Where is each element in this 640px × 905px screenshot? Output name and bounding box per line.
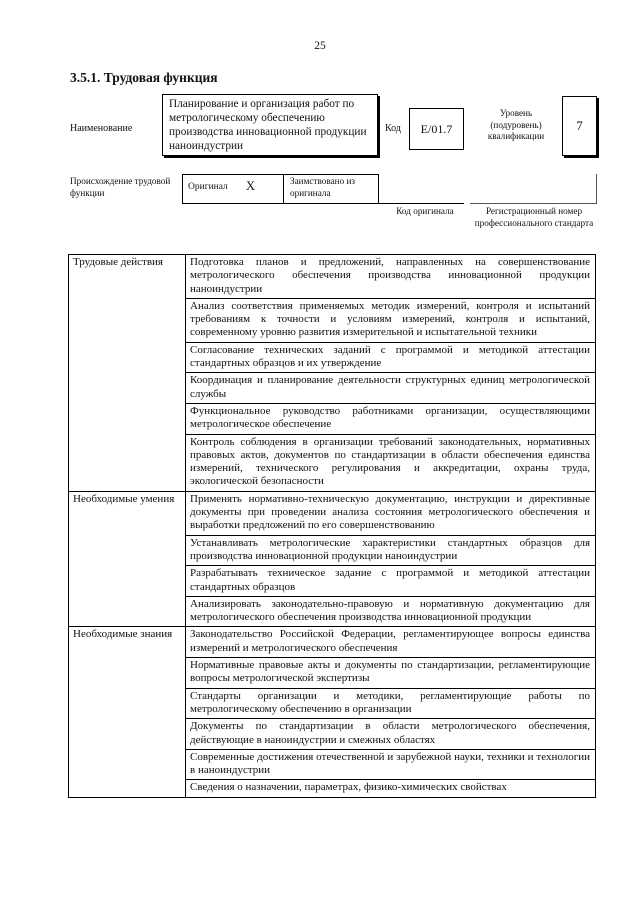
qualification-level-field: 7	[562, 96, 597, 156]
table-cell: Разрабатывать техническое задание с программой и методикой аттестации стандартных образцов	[186, 566, 596, 597]
page-number: 25	[314, 40, 326, 52]
table-cell: Функциональное руководство работниками организации, осуществляющими метрологическое обеспечение	[186, 403, 596, 434]
table-cell: Анализировать законодательно-правовую и нормативную документацию для метрологического обеспечения производства инновационной продукции	[186, 596, 596, 627]
table-cell: Анализ соответствия применяемых методик измерений, контроля и испытаний требованиям к точности и условиям измерений, контроля и испытаний, современному уровню развития измерительной и испытательной техники	[186, 298, 596, 342]
table-cell: Современные достижения отечественной и зарубежной науки, техники и технологии в наноиндустрии	[186, 749, 596, 780]
table-cell: Устанавливать метрологические характеристики стандартных образцов для производства инновационной продукции наноиндустрии	[186, 535, 596, 566]
code-value-field: E/01.7	[409, 108, 464, 150]
origin-borrowed-label: Заимствовано из оригинала	[290, 176, 356, 198]
labor-function-table	[68, 254, 596, 798]
table-cell: Документы по стандартизации в области метрологического обеспечения, действующие в наноиндустрии и смежных областях	[186, 719, 596, 750]
table-row	[69, 491, 596, 535]
table-cell: Стандарты организации и методики, регламентирующие работы по метрологическому обеспечению в организации	[186, 688, 596, 719]
origin-label: Происхождение трудовой функции	[70, 176, 171, 198]
qualification-level-label: Уровень (подуровень) квалификации	[487, 108, 545, 141]
name-label: Наименование	[70, 123, 133, 134]
table-cell: Согласование технических заданий с программой и методикой аттестации стандартных образцов и их утверждение	[186, 342, 596, 373]
section-title-required-skills: Необходимые умения	[69, 491, 186, 627]
table-row	[69, 627, 596, 658]
registration-number-caption: Регистрационный номер профессионального стандарта	[474, 206, 594, 228]
table-cell: Нормативные правовые акты и документы по стандартизации, регламентирующие вопросы метрологической экспертизы	[186, 658, 596, 689]
section-title-required-knowledge: Необходимые знания	[69, 627, 186, 797]
code-label: Код	[385, 123, 401, 134]
original-code-caption: Код оригинала	[396, 206, 454, 216]
origin-table	[182, 174, 597, 204]
table-row	[69, 255, 596, 299]
table-cell: Сведения о назначении, параметрах, физико-химических свойствах	[186, 780, 596, 797]
origin-registration-cell	[470, 174, 597, 204]
table-cell: Законодательство Российской Федерации, регламентирующее вопросы единства измерений и метрологического обеспечения	[186, 627, 596, 658]
origin-original-label: Оригинал	[188, 182, 228, 192]
section-title-labor-actions: Трудовые действия	[69, 255, 186, 492]
table-cell: Контроль соблюдения в организации требований законодательных, нормативных правовых актов, документов по стандартизации в области обеспечения единства измерений, технического регулирования и аккредитации, охраны труда, экологической безопасности	[186, 434, 596, 491]
origin-original-mark: X	[246, 179, 256, 193]
table-cell: Подготовка планов и предложений, направленных на совершенствование метрологического обеспечения производства инновационной продукции наноиндустрии	[186, 255, 596, 299]
table-cell: Применять нормативно-техническую документацию, инструкции и директивные документы при проведении анализа состояния метрологического обеспечения и выработки предложений по его совершенствованию	[186, 491, 596, 535]
origin-code-cell	[378, 174, 464, 204]
function-name-field: Планирование и организация работ по метрологическому обеспечению производства инновационной продукции наноиндустрии	[162, 94, 378, 156]
table-cell: Координация и планирование деятельности структурных единиц метрологической службы	[186, 373, 596, 404]
section-title: 3.5.1. Трудовая функция	[70, 70, 218, 85]
